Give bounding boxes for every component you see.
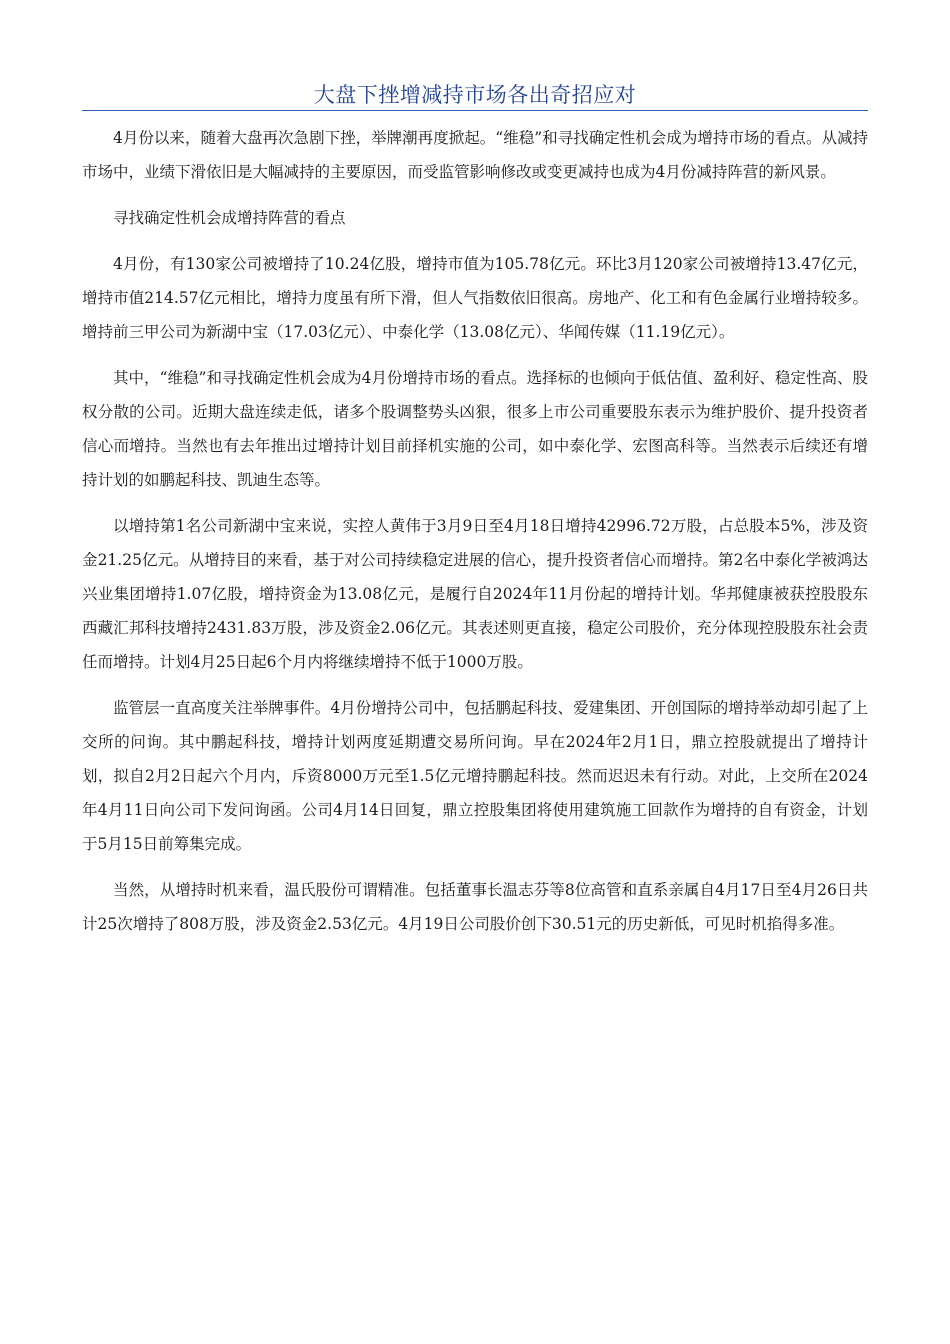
paragraph-regulation: 监管层一直高度关注举牌事件。4月份增持公司中，包括鹏起科技、爱建集团、开创国际的增持举动却引起了上交所的问询。其中鹏起科技，增持计划两度延期遭交易所问询。早在2024年2月1日，鼎立控股就提出了增持计划，拟自2月2日起六个月内，斥资8000万元至1.5亿元增持鹏起科技。然而迟迟未有行动。对此，上交所在2024年4月11日向公司下发问询函。公司4月14日回复，鼎立控股集团将使用建筑施工回款作为增持的自有资金，计划于5月15日前筹集完成。 (82, 699, 868, 853)
document-page (82, 0, 868, 953)
paragraph-intro: 4月份以来，随着大盘再次急剧下挫，举牌潮再度掀起。“维稳”和寻找确定性机会成为增持市场的看点。从减持市场中，业绩下滑依旧是大幅减持的主要原因，而受监管影响修改或变更减持也成为4月份减持阵营的新风景。 (82, 129, 868, 181)
section-heading: 寻找确定性机会成增持阵营的看点 (113, 209, 346, 227)
document-title: 大盘下挫增减持市场各出奇招应对 (82, 82, 868, 111)
paragraph-april-stats: 4月份，有130家公司被增持了10.24亿股，增持市值为105.78亿元。环比3月120家公司被增持13.47亿元，增持市值214.57亿元相比，增持力度虽有所下滑，但人气指数依旧很高。房地产、化工和有色金属行业增持较多。增持前三甲公司为新湖中宝（17.03亿元）、中泰化学（13.08亿元）、华闻传媒（11.19亿元）。 (82, 255, 868, 341)
document-body (82, 121, 868, 941)
paragraph-stability: 其中，“维稳”和寻找确定性机会成为4月份增持市场的看点。选择标的也倾向于低估值、盈利好、稳定性高、股权分散的公司。近期大盘连续走低，诸多个股调整势头凶狠，很多上市公司重要股东表示为维护股价、提升投资者信心而增持。当然也有去年推出过增持计划目前择机实施的公司，如中泰化学、宏图高科等。当然表示后续还有增持计划的如鹏起科技、凯迪生态等。 (82, 369, 868, 489)
paragraph-timing: 当然，从增持时机来看，温氏股份可谓精准。包括董事长温志芬等8位高管和直系亲属自4月17日至4月26日共计25次增持了808万股，涉及资金2.53亿元。4月19日公司股价创下30.51元的历史新低，可见时机掐得多准。 (82, 881, 868, 933)
paragraph-top-companies: 以增持第1名公司新湖中宝来说，实控人黄伟于3月9日至4月18日增持42996.72万股，占总股本5%，涉及资金21.25亿元。从增持目的来看，基于对公司持续稳定进展的信心，提升投资者信心而增持。第2名中泰化学被鸿达兴业集团增持1.07亿股，增持资金为13.08亿元，是履行自2024年11月份起的增持计划。华邦健康被获控股股东西藏汇邦科技增持2431.83万股，涉及资金2.06亿元。其表述则更直接，稳定公司股价，充分体现控股股东社会责任而增持。计划4月25日起6个月内将继续增持不低于1000万股。 (82, 517, 868, 671)
